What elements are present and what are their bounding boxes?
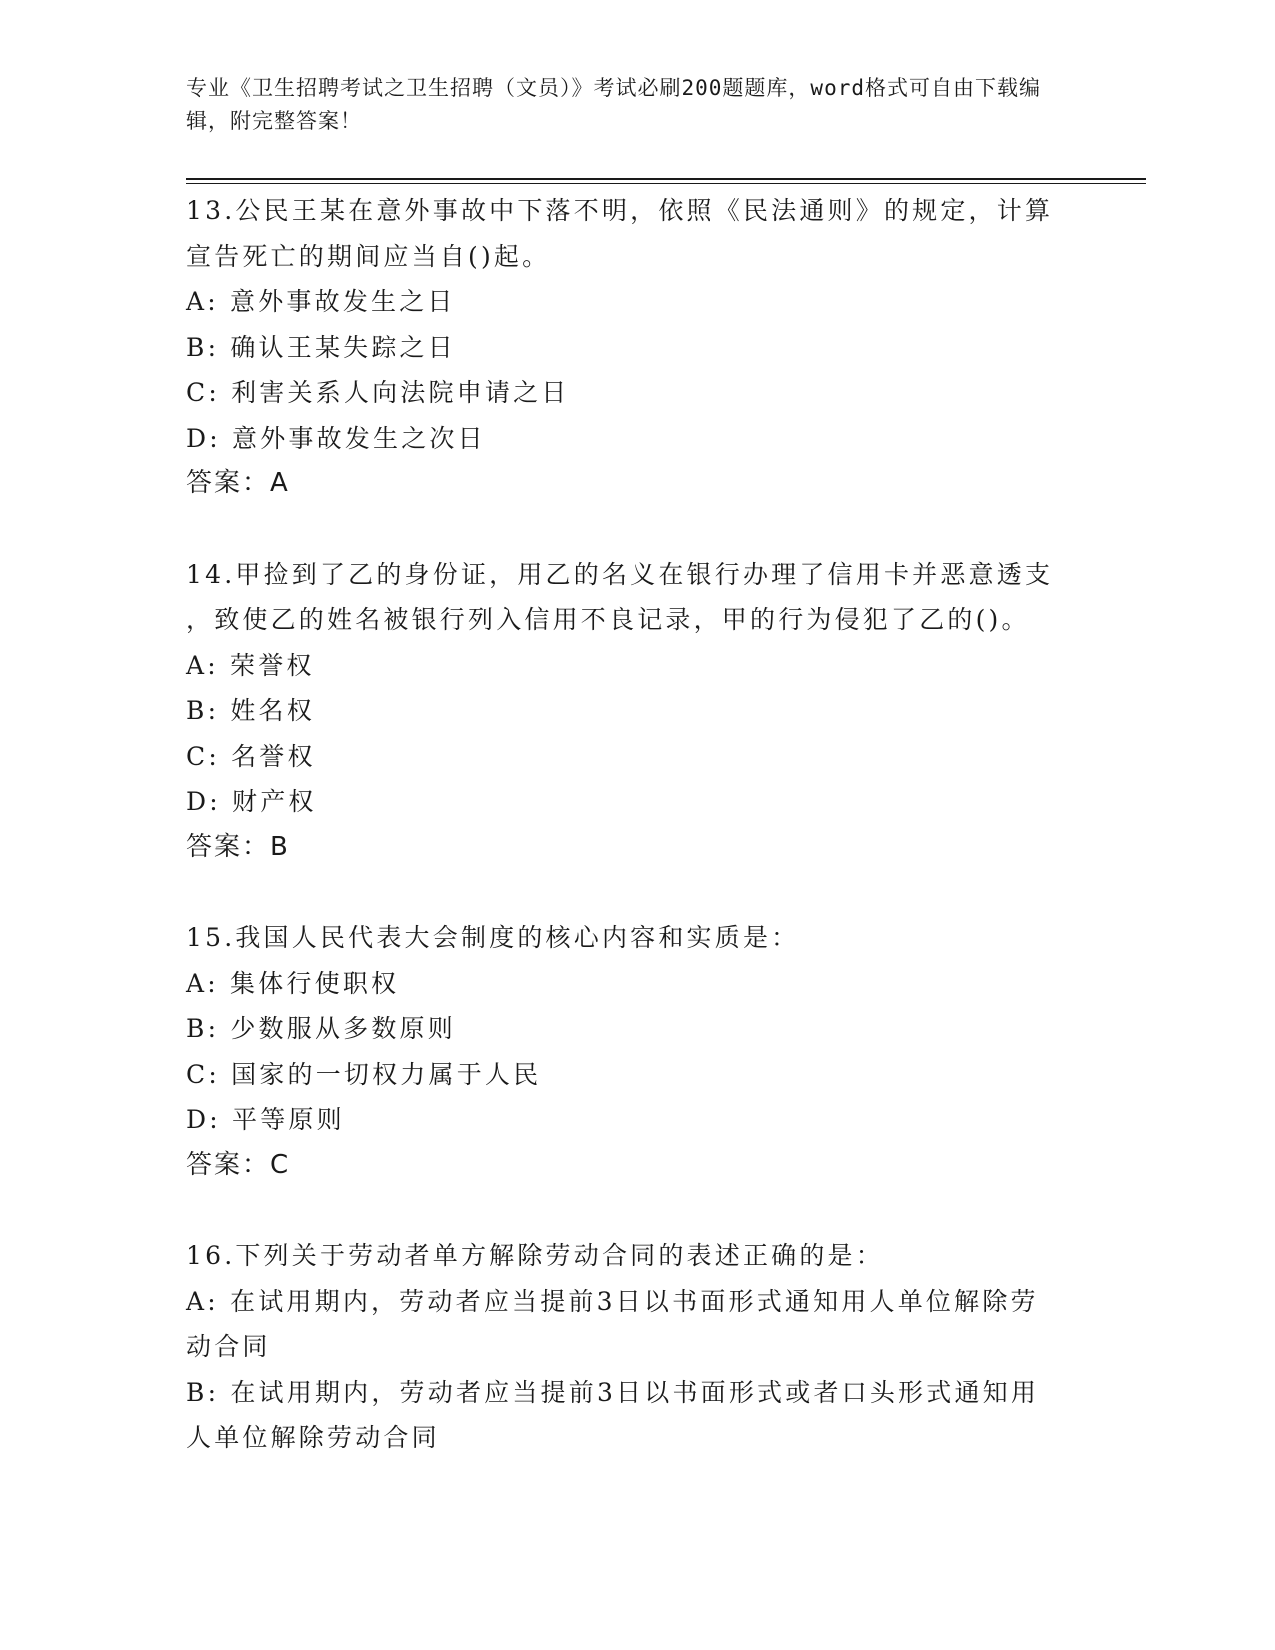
question-text: 宣告死亡的期间应当自()起。: [186, 241, 551, 271]
header-rule-thick: [186, 178, 1146, 180]
answer: 答案：B: [186, 831, 290, 862]
option-b: B: 姓名权: [186, 696, 315, 725]
question-text: 15.我国人民代表大会制度的核心内容和实质是：: [186, 923, 800, 952]
question-text: 13.公民王某在意外事故中下落不明，依照《民法通则》的规定，计算: [186, 196, 1054, 225]
answer: 答案：A: [186, 468, 290, 498]
question-text: 14.甲捡到了乙的身份证，用乙的名义在银行办理了信用卡并恶意透支: [186, 559, 1054, 589]
option-a-continued: 动合同: [186, 1332, 271, 1361]
option-a: A: 意外事故发生之日: [186, 287, 456, 316]
question-15: [186, 915, 1086, 1188]
option-d: D: 平等原则: [186, 1105, 345, 1134]
question-text: ，致使乙的姓名被银行列入信用不良记录，甲的行为侵犯了乙的()。: [186, 605, 1030, 634]
header-title: 专业《卫生招聘考试之卫生招聘（文员）》考试必刷200题题库，word格式可自由下载编辑，附完整答案！: [186, 76, 1041, 133]
question-13: [186, 188, 1086, 507]
option-a: A: 集体行使职权: [186, 968, 400, 998]
question-text: 16.下列关于劳动者单方解除劳动合同的表述正确的是：: [186, 1241, 884, 1270]
answer: 答案：C: [186, 1149, 291, 1180]
option-b: B: 在试用期内，劳动者应当提前3日以书面形式或者口头形式通知用: [186, 1377, 1040, 1407]
option-b: B: 确认王某失踪之日: [186, 332, 456, 362]
option-c: C: 国家的一切权力属于人民: [186, 1059, 542, 1089]
option-d: D: 财产权: [186, 787, 317, 816]
question-16: [186, 1233, 1086, 1461]
option-d: D: 意外事故发生之次日: [186, 423, 486, 453]
question-list: [186, 188, 1086, 1506]
option-a: A: 荣誉权: [186, 650, 315, 680]
option-a: A: 在试用期内，劳动者应当提前3日以书面形式通知用人单位解除劳: [186, 1286, 1039, 1316]
question-14: [186, 552, 1086, 871]
option-b: B: 少数服从多数原则: [186, 1014, 456, 1043]
header-rule-thin: [186, 183, 1146, 184]
option-c: C: 名誉权: [186, 741, 316, 771]
document-header: [186, 72, 1066, 138]
option-b-continued: 人单位解除劳动合同: [186, 1423, 440, 1452]
option-c: C: 利害关系人向法院申请之日: [186, 378, 570, 407]
